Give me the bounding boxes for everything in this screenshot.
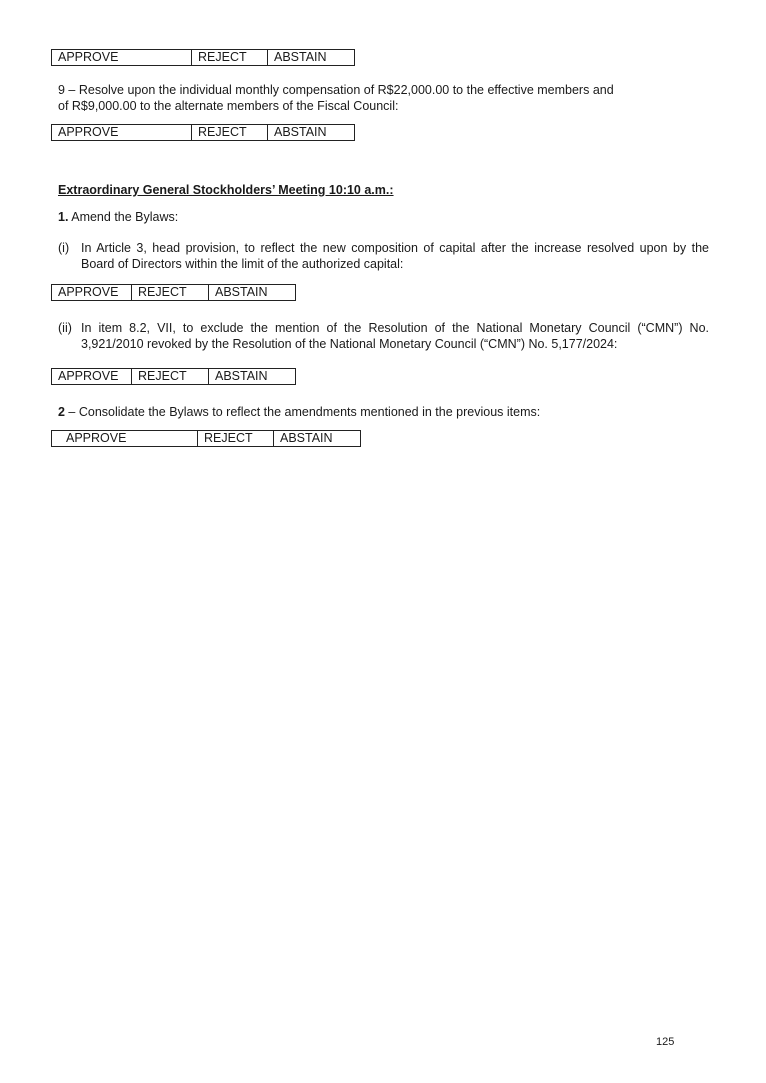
sub-i-text: In Article 3, head provision, to reflect the new composition of capital after the increase resolved upon by the Board of Directors within the limit of the authorized capital: xyxy=(81,241,709,271)
item9-text xyxy=(58,82,708,114)
reject-option[interactable]: REJECT xyxy=(132,369,209,385)
abstain-option[interactable]: ABSTAIN xyxy=(268,50,355,66)
item2-text: – Consolidate the Bylaws to reflect the amendments mentioned in the previous items: xyxy=(64,405,541,419)
reject-option[interactable]: REJECT xyxy=(132,285,209,301)
reject-option[interactable]: REJECT xyxy=(198,431,274,447)
item9-line1: 9 – Resolve upon the individual monthly compensation of R$22,000.00 to the effective members and xyxy=(58,83,614,97)
abstain-option[interactable]: ABSTAIN xyxy=(274,431,361,447)
approve-option[interactable]: APPROVE xyxy=(52,369,132,385)
approve-option[interactable]: APPROVE xyxy=(52,50,192,66)
sub-ii-text: In item 8.2, VII, to exclude the mention of the Resolution of the National Monetary Council (“CMN”) No. 3,921/2010 revoked by the Resolution of the National Monetary Council (“CMN”) No. 5,177/2024: xyxy=(81,321,709,351)
vote-table-item8 xyxy=(51,49,355,66)
approve-option[interactable]: APPROVE xyxy=(52,431,198,447)
item1 xyxy=(58,209,178,225)
vote-table-item2 xyxy=(51,430,361,447)
abstain-option[interactable]: ABSTAIN xyxy=(209,285,296,301)
vote-table-sub-i xyxy=(51,284,296,301)
sub-i-marker: (i) xyxy=(58,241,70,255)
item9-line2: of R$9,000.00 to the alternate members of the Fiscal Council: xyxy=(58,99,399,113)
egm-heading: Extraordinary General Stockholders’ Meeting 10:10 a.m.: xyxy=(58,183,394,197)
vote-table-item9 xyxy=(51,124,355,141)
item1-number: 1. xyxy=(58,210,69,224)
approve-option[interactable]: APPROVE xyxy=(52,285,132,301)
sub-ii-marker: (ii) xyxy=(58,321,72,335)
item2 xyxy=(58,404,540,420)
approve-option[interactable]: APPROVE xyxy=(52,125,192,141)
item2-number: 2 xyxy=(58,405,65,419)
vote-table-sub-ii xyxy=(51,368,296,385)
reject-option[interactable]: REJECT xyxy=(192,125,268,141)
abstain-option[interactable]: ABSTAIN xyxy=(209,369,296,385)
page-number: 125 xyxy=(656,1036,675,1048)
abstain-option[interactable]: ABSTAIN xyxy=(268,125,355,141)
reject-option[interactable]: REJECT xyxy=(192,50,268,66)
item1-text: Amend the Bylaws: xyxy=(71,210,179,224)
